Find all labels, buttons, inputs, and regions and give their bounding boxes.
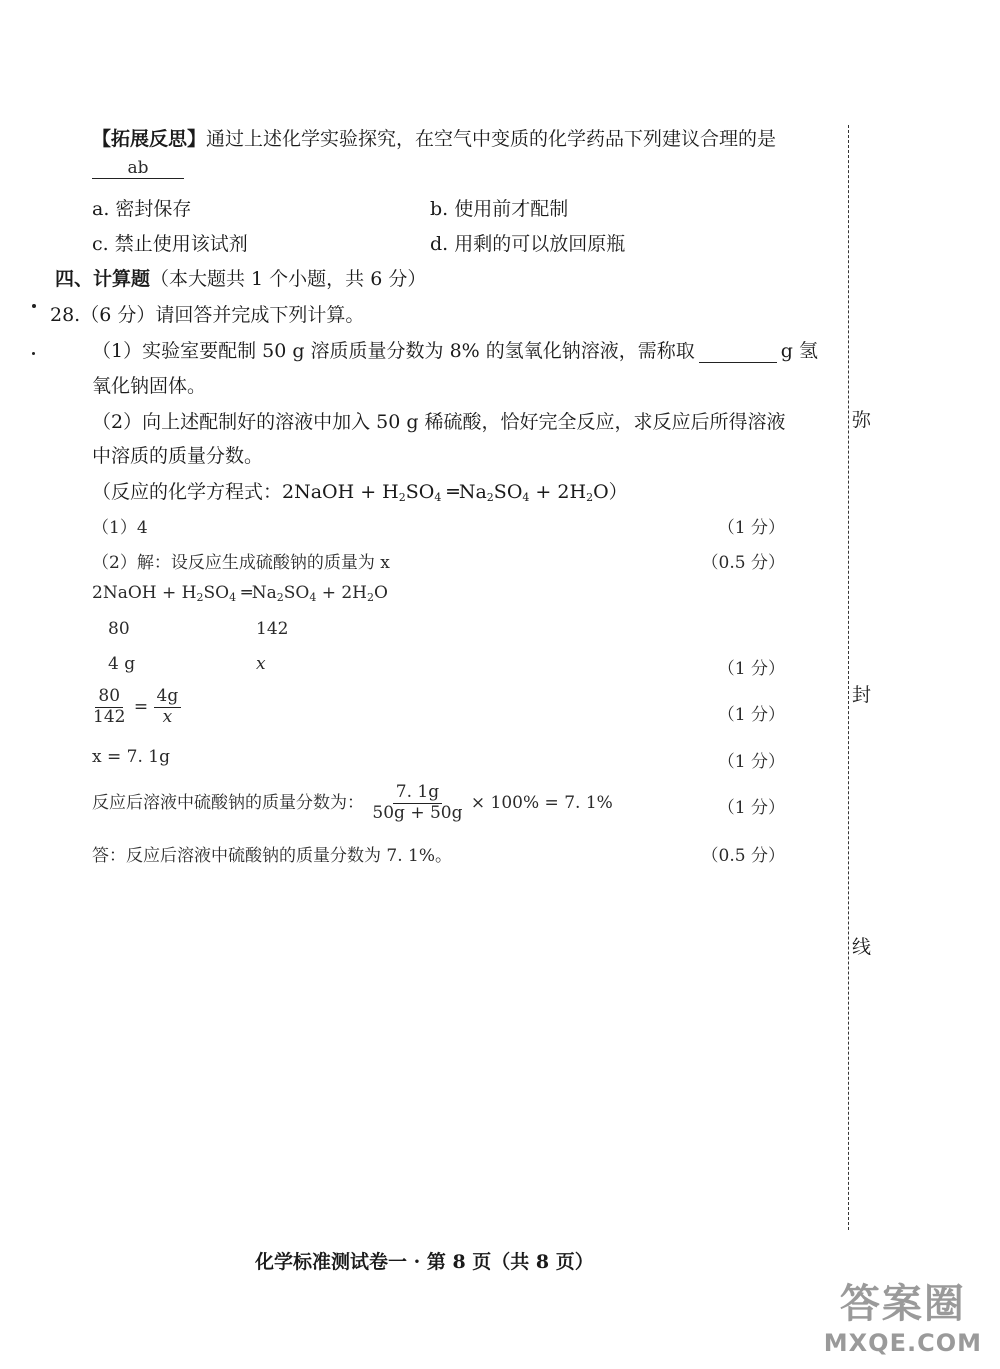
part1-text: （1）实验室要配制 50 g 溶质质量分数为 8% 的氢氧化钠溶液，需称取 xyxy=(92,340,695,362)
ratio-num-2: 4g xyxy=(154,688,182,708)
eq-part: + 2H xyxy=(316,583,368,603)
mass-fraction-line xyxy=(92,784,613,823)
ratio-num-1: 80 xyxy=(95,688,123,708)
seal-line xyxy=(848,125,849,1230)
eq-sub: 4 xyxy=(229,591,237,604)
option-c: c. 禁止使用该试剂 xyxy=(92,233,248,255)
score-7: （0.5 分） xyxy=(701,846,785,866)
reflection-text xyxy=(92,124,776,151)
eq-sub: 2 xyxy=(486,491,494,504)
seal-char-2: 封 xyxy=(852,684,872,706)
reflection-question: 通过上述化学实验探究，在空气中变质的化学药品下列建议合理的是 xyxy=(206,128,777,150)
ratio-equals: = xyxy=(133,696,149,717)
reflection-answer-line xyxy=(92,158,184,179)
eq-sub: 2 xyxy=(586,491,594,504)
eq-part: （反应的化学方程式：2NaOH + H xyxy=(92,481,399,503)
mass-fraction xyxy=(369,784,465,823)
eq-part: ═Na xyxy=(441,481,487,503)
part1-line xyxy=(92,336,818,363)
eq-sub: 4 xyxy=(522,491,530,504)
ratio-den-1: 142 xyxy=(93,706,126,727)
eq-part: SO xyxy=(203,583,230,603)
seal-char-3: 线 xyxy=(852,936,872,958)
part1-cont: 氧化钠固体。 xyxy=(92,375,207,397)
result-x: x = 7. 1g xyxy=(92,747,170,767)
score-3: （1 分） xyxy=(717,659,785,679)
ratio-den-2: x xyxy=(162,706,173,727)
watermark-text: 答案圈 xyxy=(839,1281,966,1327)
score-1: （1 分） xyxy=(717,518,785,538)
reflection-label: 【拓展反思】 xyxy=(92,128,207,150)
eq-part: 2NaOH + H xyxy=(92,583,197,603)
option-a: a. 密封保存 xyxy=(92,198,192,220)
eq-sub: 2 xyxy=(398,491,406,504)
section-heading xyxy=(55,264,426,291)
part2-line: （2）向上述配制好的溶液中加入 50 g 稀硫酸，恰好完全反应，求反应后所得溶液 xyxy=(92,411,786,433)
eq-part: ═Na xyxy=(236,583,277,603)
molar-mass-na2so4: 142 xyxy=(256,619,289,639)
unknown-x: x xyxy=(256,654,266,674)
seal-char-1: 弥 xyxy=(852,409,872,431)
reflection-answer: ab xyxy=(92,158,184,179)
mass-fraction-prefix: 反应后溶液中硫酸钠的质量分数为： xyxy=(92,792,364,813)
eq-sub: 2 xyxy=(367,591,375,604)
eq-sub: 2 xyxy=(276,591,284,604)
ratio-fraction-2 xyxy=(154,688,182,727)
mass-fraction-suffix: × 100% = 7. 1% xyxy=(470,792,613,813)
mass-fraction-den: 50g + 50g xyxy=(372,802,463,823)
score-5: （1 分） xyxy=(717,752,785,772)
molar-mass-naoh: 80 xyxy=(108,619,130,639)
option-b: b. 使用前才配制 xyxy=(430,198,569,220)
ratio-fraction-1 xyxy=(90,688,128,727)
solution-line-1: （1）4 xyxy=(92,518,148,538)
part1-blank xyxy=(699,340,777,363)
part2-cont: 中溶质的质量分数。 xyxy=(92,445,264,467)
solution-equation xyxy=(92,583,388,604)
scan-mark xyxy=(32,304,36,308)
section-title: 四、计算题 xyxy=(55,268,151,290)
eq-part: O xyxy=(374,583,388,603)
mass-fraction-num: 7. 1g xyxy=(393,784,442,804)
eq-sub: 2 xyxy=(196,591,204,604)
question-number: 28. xyxy=(50,304,81,326)
part1-unit: g 氢 xyxy=(780,340,818,362)
eq-part: SO xyxy=(405,481,435,503)
watermark-logo xyxy=(824,1272,982,1357)
eq-part: + 2H xyxy=(529,481,587,503)
eq-part: O） xyxy=(593,481,628,503)
option-d: d. 用剩的可以放回原瓶 xyxy=(430,233,626,255)
eq-sub: 4 xyxy=(309,591,317,604)
score-4: （1 分） xyxy=(717,705,785,725)
scan-mark xyxy=(32,352,35,355)
reaction-equation xyxy=(92,477,628,504)
solution-line-2: （2）解：设反应生成硫酸钠的质量为 x xyxy=(92,553,390,573)
final-answer: 答：反应后溶液中硫酸钠的质量分数为 7. 1%。 xyxy=(92,846,452,866)
watermark-url: MXQE.COM xyxy=(823,1329,982,1357)
section-note: （本大题共 1 个小题，共 6 分） xyxy=(150,268,427,290)
eq-sub: 4 xyxy=(434,491,442,504)
ratio-equation xyxy=(90,688,181,727)
score-2: （0.5 分） xyxy=(701,553,785,573)
question-intro: （6 分）请回答并完成下列计算。 xyxy=(80,304,365,326)
score-6: （1 分） xyxy=(717,798,785,818)
page-footer: 化学标准测试卷一 · 第 8 页（共 8 页） xyxy=(255,1251,594,1273)
question-28-header xyxy=(50,300,364,327)
eq-part: SO xyxy=(283,583,310,603)
given-naoh: 4 g xyxy=(108,654,136,674)
eq-part: SO xyxy=(493,481,523,503)
